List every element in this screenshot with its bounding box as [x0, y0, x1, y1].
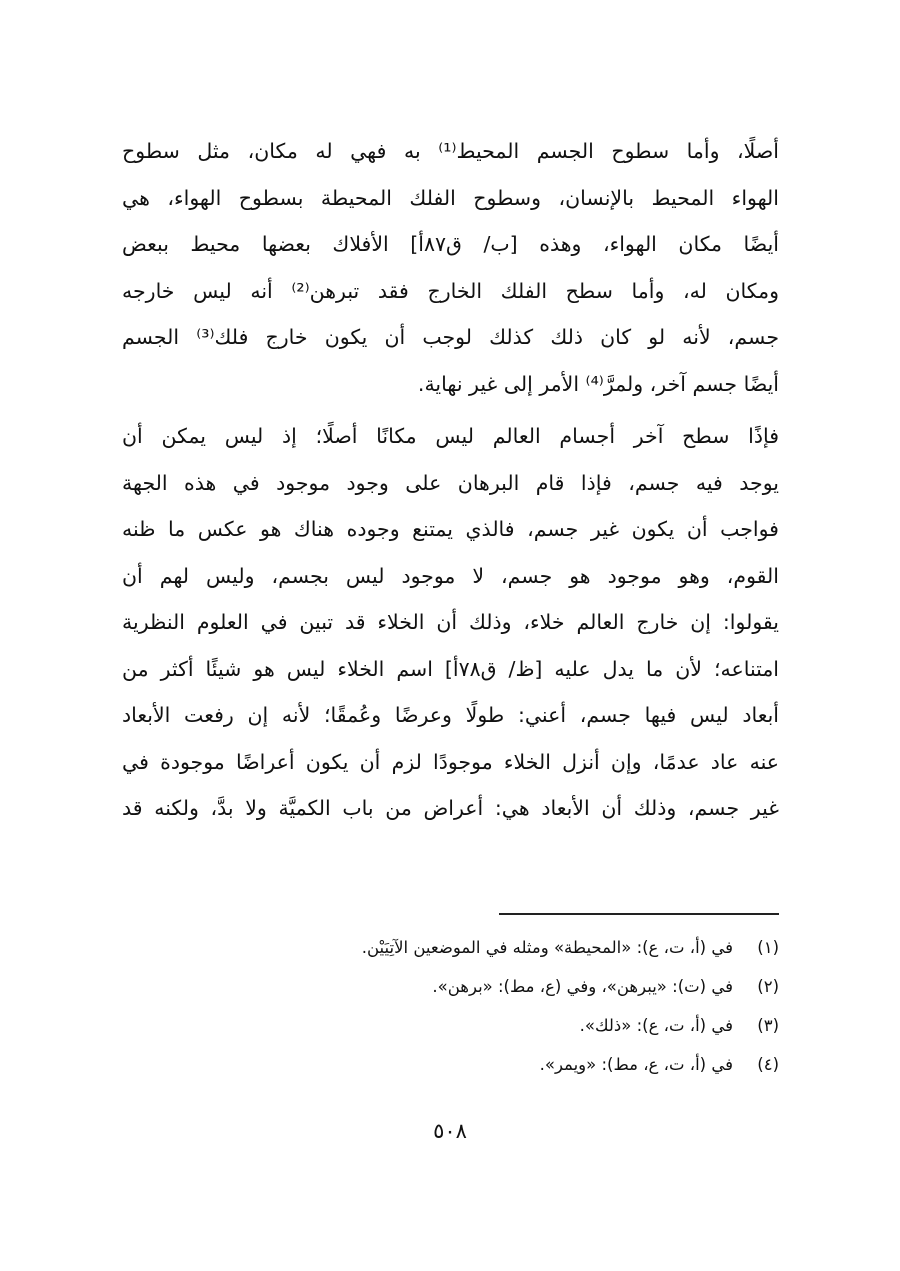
text-line: غير جسم، وذلك أن الأبعاد هي: أعراض من باب الكميَّة ولا بدَّ، ولكنه قد [122, 796, 779, 820]
text-line: فإذًا سطح آخر أجسام العالم ليس مكانًا أصلًا؛ إذ ليس يمكن أن [122, 424, 779, 448]
footnote-item [122, 928, 779, 967]
text-line: جسم، لأنه لو كان ذلك كذلك لوجب أن يكون خارج فلك⁽³⁾ الجسم [122, 325, 779, 349]
text-line: القوم، وهو موجود هو جسم، لا موجود ليس بجسم، وليس لهم أن [122, 563, 779, 588]
text-line: أصلًا، وأما سطوح الجسم المحيط⁽¹⁾ به فهي له مكان، مثل سطوح [122, 139, 779, 163]
paragraph-2 [122, 413, 779, 832]
text-line: أيضًا مكان الهواء، وهذه [ب/ ق٨٧أ] الأفلاك بعضها محيط ببعض [122, 232, 779, 256]
footnote-text: في (أ، ت، ع): «ذلك». [579, 1016, 733, 1035]
footnotes [122, 928, 779, 1084]
footnote-text: في (ت): «يبرهن»، وفي (ع، مط): «برهن». [432, 977, 733, 996]
text-line: الهواء المحيط بالإنسان، وسطوح الفلك المحيطة بسطوح الهواء، هي [122, 185, 779, 210]
text-line: يقولوا: إن خارج العالم خلاء، وذلك أن الخلاء قد تبين في العلوم النظرية [122, 610, 779, 634]
footnote-number: (٢) [757, 977, 779, 996]
footnote-item [122, 1006, 779, 1045]
main-text [122, 128, 779, 832]
footnote-item [122, 1045, 779, 1084]
footnote-number: (٤) [757, 1055, 779, 1074]
text-line: أبعاد ليس فيها جسم، أعني: طولًا وعرضًا وعُمقًا؛ لأنه إن رفعت الأبعاد [122, 703, 779, 727]
footnote-separator [499, 913, 779, 915]
paragraph-1 [122, 128, 779, 407]
text-line: امتناعه؛ لأن ما يدل عليه [ظ/ ق٧٨أ] اسم الخلاء ليس هو شيئًا أكثر من [122, 656, 779, 681]
footnote-number: (١) [757, 938, 779, 957]
footnote-text: في (أ، ت، ع): «المحيطة» ومثله في الموضعين الآتِيَيْن. [361, 938, 733, 957]
text-line: أيضًا جسم آخر، ولمرَّ⁽⁴⁾ الأمر إلى غير نهاية. [417, 371, 779, 396]
text-line: عنه عاد عدمًا، وإن أنزل الخلاء موجودًا لزم أن يكون أعراضًا موجودة في [122, 749, 779, 774]
footnote-number: (٣) [757, 1016, 779, 1035]
text-line: يوجد فيه جسم، فإذا قام البرهان على وجود موجود في هذه الجهة [122, 470, 779, 495]
footnote-item [122, 967, 779, 1006]
text-line: ومكان له، وأما سطح الفلك الخارج فقد تبرهن⁽²⁾ أنه ليس خارجه [122, 278, 779, 303]
page-number: ٥٠٨ [433, 1119, 467, 1143]
footnote-text: في (أ، ت، ع، مط): «ويمر». [539, 1055, 733, 1074]
text-line: فواجب أن يكون غير جسم، فالذي يمتنع وجوده هناك هو عكس ما ظنه [122, 517, 779, 541]
